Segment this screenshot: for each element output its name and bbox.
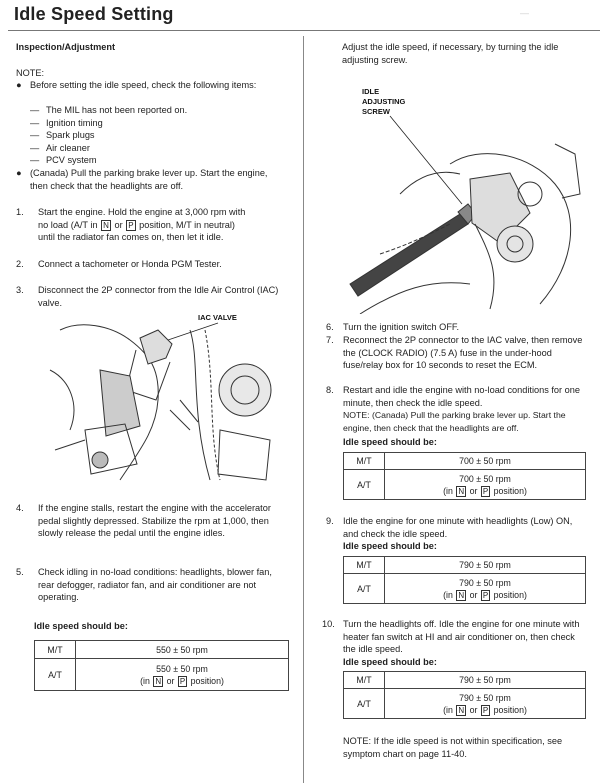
iac-valve-illustration [40, 310, 290, 490]
step-8: 8. Restart and idle the engine with no-load conditions for one minute, then check the idle speed. NOTE: (Canada) Pull the parking brake lever up. Start the engine, then check that the headlights are off. [326, 385, 580, 433]
idle-speed-heading-r1: Idle speed should be: [343, 437, 437, 447]
step-4: 4. If the engine stalls, restart the engine with the accelerator pedal slightly depressed. Stabilize the rpm at 1,000, then slowly release the pedal until the engine idles. [16, 503, 271, 538]
column-divider [303, 36, 304, 783]
svg-text:SCREW: SCREW [362, 107, 390, 116]
idle-speed-heading-r2: Idle speed should be: [343, 541, 437, 551]
section-heading: Inspection/Adjustment [16, 42, 116, 52]
step-7: 7. Reconnect the 2P connector to the IAC valve, then remove the (CLOCK RADIO) (7.5 A) fuse in the under-hood fuse/relay box for 10 seconds to reset the ECM. [326, 335, 583, 370]
step-5: 5. Check idling in no-load conditions: headlights, blower fan, rear defogger, radiator fan, and air conditioner are not operating. [16, 567, 272, 602]
page-title: Idle Speed Setting [14, 4, 174, 24]
step-6: 6. Turn the ignition switch OFF. [326, 322, 460, 332]
idle-screw-illustration [340, 84, 590, 314]
subitem: Ignition timing [46, 117, 103, 128]
at-label: A/T [35, 659, 76, 691]
gear-p-box: P [128, 220, 134, 230]
idle-speed-heading-r3: Idle speed should be: [343, 657, 437, 667]
step-2: 2. Connect a tachometer or Honda PGM Tester. [16, 259, 222, 269]
bullet-subitems: — The MIL has not been reported on. — Ignition timing — Spark plugs — Air cleaner — PCV system [30, 105, 188, 165]
iac-valve-label: IAC VALVE [198, 313, 237, 322]
note-bullet-2: ● (Canada) Pull the parking brake lever up. Start the engine, then check that the headlights are off. [16, 168, 268, 191]
at-value: 550 ± 50 rpm [156, 663, 208, 674]
subitem: Spark plugs [46, 130, 95, 140]
idle-speed-heading-left: Idle speed should be: [34, 621, 128, 631]
subitem: Air cleaner [46, 142, 90, 153]
idle-spec-table-left: M/T 550 ± 50 rpm A/T 550 ± 50 rpm (in N or P position) [34, 640, 289, 691]
subitem: PCV system [46, 155, 97, 165]
final-note: NOTE: If the idle speed is not within specification, see symptom chart on page 11-40. [343, 736, 563, 759]
subitem: The MIL has not been reported on. [46, 105, 188, 115]
adjust-text: Adjust the idle speed, if necessary, by turning the idle adjusting screw. [342, 42, 559, 65]
idle-spec-table-r3: M/T 790 ± 50 rpm A/T 790 ± 50 rpm (in N or P position) [343, 671, 586, 719]
mt-label: M/T [35, 641, 76, 659]
mt-value: 550 ± 50 rpm [76, 641, 289, 659]
step-9: 9. Idle the engine for one minute with headlights (Low) ON, and check the idle speed. [326, 516, 573, 539]
note-bullet-1: ● Before setting the idle speed, check the following items: [16, 80, 257, 90]
idle-spec-table-r2: M/T 790 ± 50 rpm A/T 790 ± 50 rpm (in N or P position) [343, 556, 586, 604]
note-label: NOTE: [16, 68, 45, 78]
corner-mark: — [520, 8, 529, 18]
gear-n-box: N [103, 220, 109, 230]
step-3: 3. Disconnect the 2P connector from the Idle Air Control (IAC) valve. [16, 285, 279, 308]
title-rule [8, 30, 600, 31]
step-1: 1. Start the engine. Hold the engine at 3,000 rpm with no load (A/T in N or P position, M/T in neutral) until the radiator fan comes on, then let it idle. [16, 207, 246, 242]
step-10: 10. Turn the headlights off. Idle the engine for one minute with heater fan switch at HI and air conditioner on, then check the idle speed. [322, 619, 580, 654]
svg-text:IDLE: IDLE [362, 87, 380, 96]
idle-spec-table-r1: M/T 700 ± 50 rpm A/T 700 ± 50 rpm (in N or P position) [343, 452, 586, 500]
svg-text:ADJUSTING: ADJUSTING [362, 97, 406, 106]
